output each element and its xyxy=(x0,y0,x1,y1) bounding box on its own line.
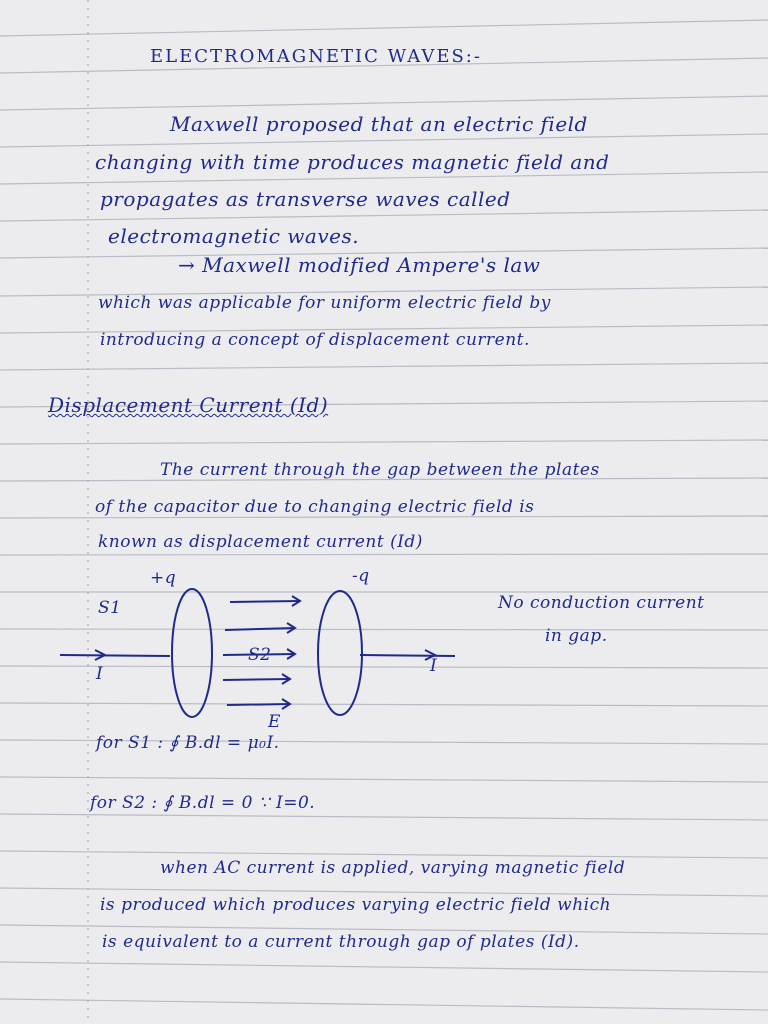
definition-line-1: The current through the gap between the plates xyxy=(160,460,600,480)
field-label: E xyxy=(268,712,281,732)
ampere-line-2: which was applicable for uniform electric field by xyxy=(98,293,551,313)
minus-q-label: -q xyxy=(352,566,370,586)
definition-line-3: known as displacement current (Id) xyxy=(98,532,423,552)
intro-line-2: changing with time produces magnetic field and xyxy=(95,150,610,174)
plus-q-label: +q xyxy=(150,568,177,588)
intro-line-4: electromagnetic waves. xyxy=(108,224,360,248)
intro-line-3: propagates as transverse waves called xyxy=(100,187,511,211)
conclusion-line-2: is produced which produces varying electric field which xyxy=(100,895,612,915)
surface-s2-label: S2 xyxy=(248,645,272,665)
definition-line-2: of the capacitor due to changing electric field is xyxy=(95,497,535,517)
intro-line-1: Maxwell proposed that an electric field xyxy=(170,112,588,136)
section-heading: Displacement Current (Id) xyxy=(48,393,329,417)
conclusion-line-1: when AC current is applied, varying magnetic field xyxy=(160,858,626,878)
note-line-2: in gap. xyxy=(545,626,608,646)
surface-s1-label: S1 xyxy=(98,598,122,618)
conclusion-line-3: is equivalent to a current through gap of plates (Id). xyxy=(102,932,580,952)
current-label-right: I xyxy=(430,656,438,676)
right-plate xyxy=(318,591,362,715)
left-plate xyxy=(172,589,212,717)
capacitor-diagram xyxy=(55,570,515,740)
note-line-1: No conduction current xyxy=(498,593,705,613)
page-title: ELECTROMAGNETIC WAVES:- xyxy=(150,46,482,67)
equation-s1: for S1 : ∮ B.dl = μ₀I. xyxy=(96,733,280,753)
current-label-left: I xyxy=(96,664,104,684)
incoming-wire xyxy=(60,655,170,656)
ampere-line-1: → Maxwell modified Ampere's law xyxy=(178,253,541,277)
ampere-line-3: introducing a concept of displacement current. xyxy=(100,330,530,350)
outgoing-wire xyxy=(360,655,455,656)
equation-s2: for S2 : ∮ B.dl = 0 ∵ I=0. xyxy=(90,793,316,813)
